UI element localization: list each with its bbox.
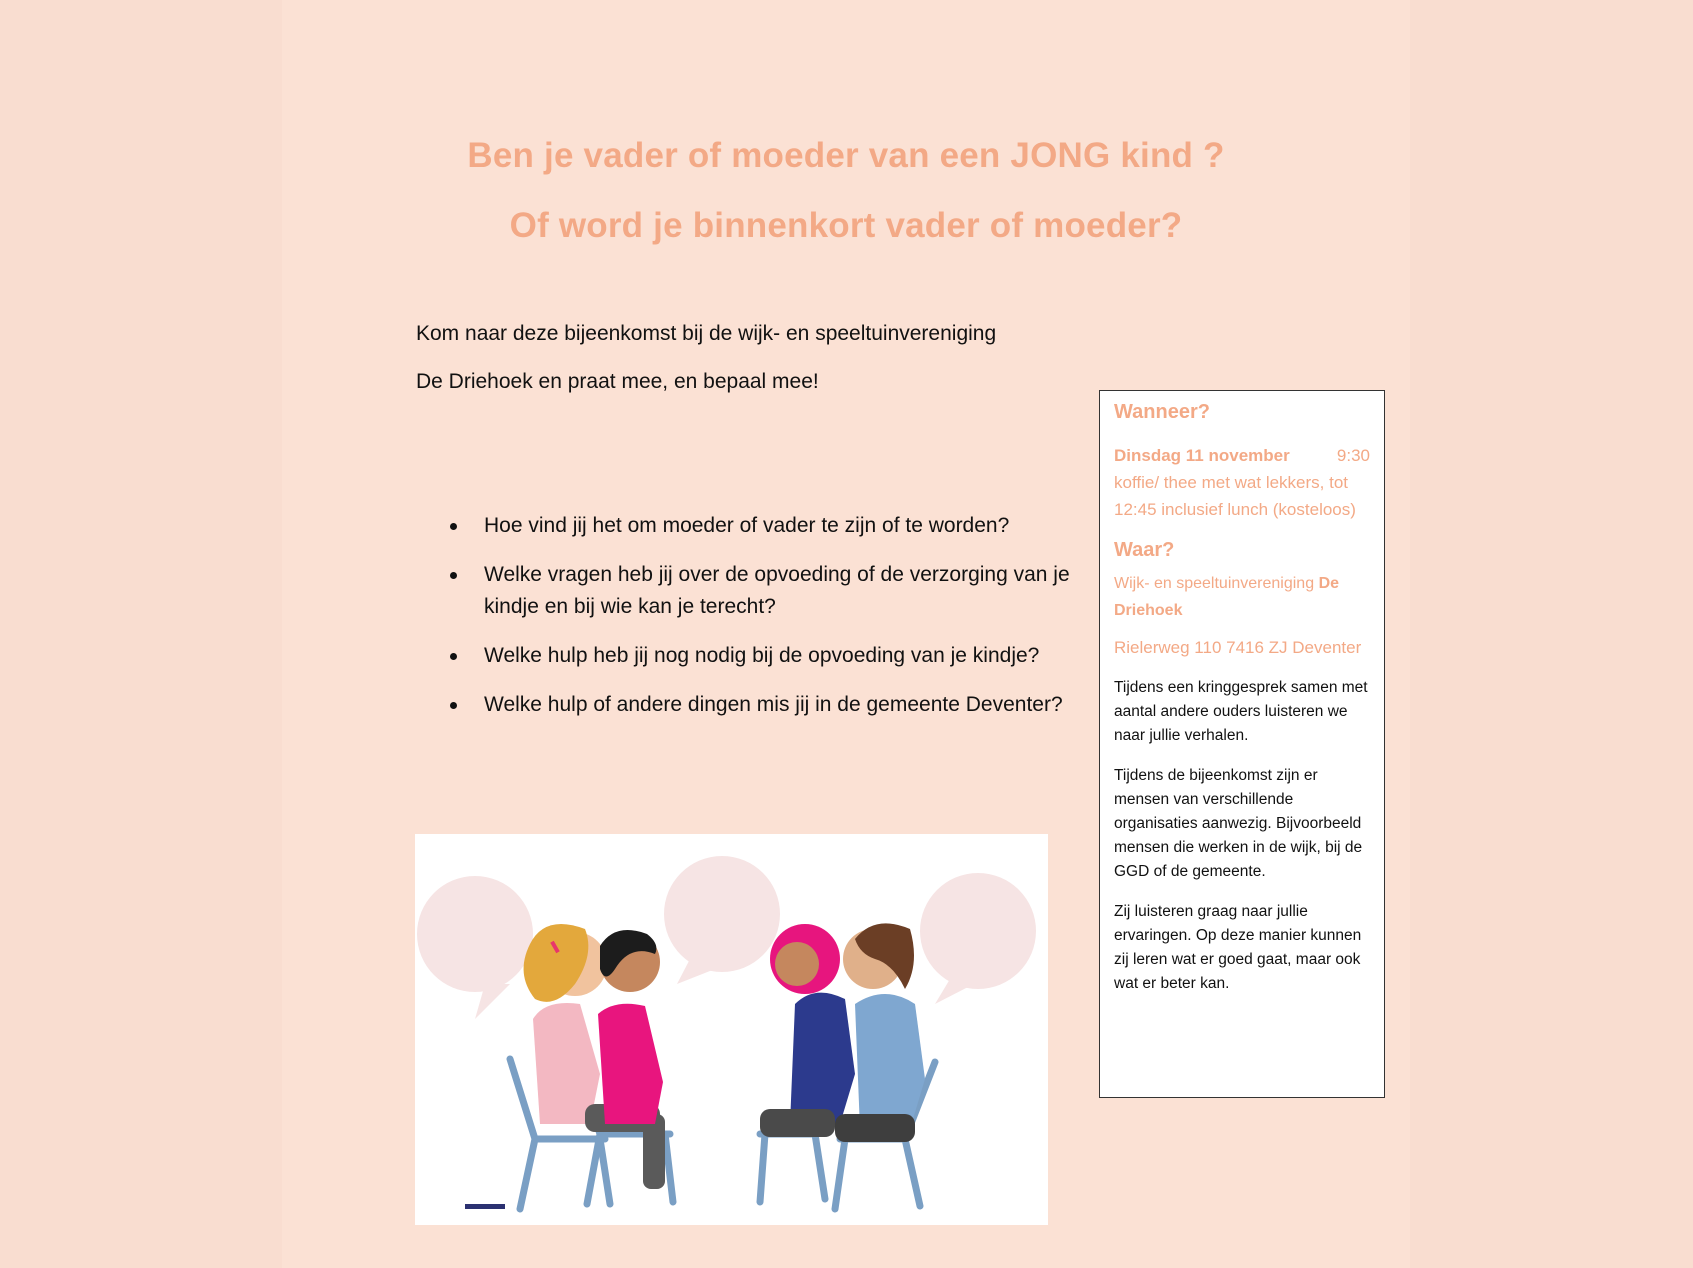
question-text: Hoe vind jij het om moeder of vader te zijn of te worden? <box>484 514 1010 537</box>
address: Rielerweg 110 7416 ZJ Deventer <box>1114 638 1362 657</box>
bullet-icon <box>450 702 457 709</box>
question-text: Welke hulp of andere dingen mis jij in de gemeente Deventer? <box>484 693 1063 716</box>
speech-bubble-icon <box>920 873 1036 989</box>
title-line-1: Ben je vader of moeder van een JONG kind ? <box>467 136 1225 175</box>
event-day: Dinsdag 11 november <box>1114 446 1290 465</box>
info-paragraph-3: Zij luisteren graag naar jullie ervaringen. Op deze manier kunnen zij leren wat er goed gaat, maar ook wat er beter kan. <box>1114 903 1362 992</box>
where-heading: Waar? <box>1114 539 1175 561</box>
bullet-icon <box>450 523 457 530</box>
info-paragraph-2: Tijdens de bijeenkomst zijn er mensen van verschillende organisaties aanwezig. Bijvoorbeeld mensen die werken in de wijk, bij de GGD of de gemeente. <box>1114 767 1363 880</box>
info-paragraph-1: Tijdens een kringgesprek samen met aantal andere ouders luisteren we naar jullie verhalen. <box>1114 679 1368 744</box>
when-heading: Wanneer? <box>1114 401 1210 423</box>
question-text: Welke hulp heb jij nog nodig bij de opvoeding van je kindje? <box>484 644 1040 667</box>
bullet-icon <box>450 572 457 579</box>
place-name-bold: De Driehoek <box>1114 575 1340 619</box>
question-text: Welke vragen heb jij over de opvoeding of de verzorging van je kindje en bij wie kan je terecht? <box>484 563 1070 618</box>
speech-bubble-icon <box>417 876 533 992</box>
event-start-time: 9:30 <box>1336 446 1370 465</box>
speech-bubble-icon <box>664 856 780 972</box>
intro-line-1: Kom naar deze bijeenkomst bij de wijk- en speeltuinvereniging <box>416 322 997 345</box>
place-name: Wijk- en speeltuinvereniging <box>1114 575 1315 592</box>
intro-line-2: De Driehoek en praat mee, en bepaal mee! <box>416 370 819 393</box>
flyer-page <box>282 0 1410 1268</box>
info-box <box>1099 390 1385 1098</box>
illustration-icon <box>415 834 1048 1225</box>
bullet-icon <box>450 653 457 660</box>
event-details: koffie/ thee met wat lekkers, tot 12:45 inclusief lunch (kosteloos) <box>1114 473 1356 519</box>
where-place <box>1114 570 1370 624</box>
title-line-2: Of word je binnenkort vader of moeder? <box>509 206 1183 245</box>
parents-conversation-illustration <box>415 834 1048 1225</box>
when-details <box>1114 442 1370 523</box>
